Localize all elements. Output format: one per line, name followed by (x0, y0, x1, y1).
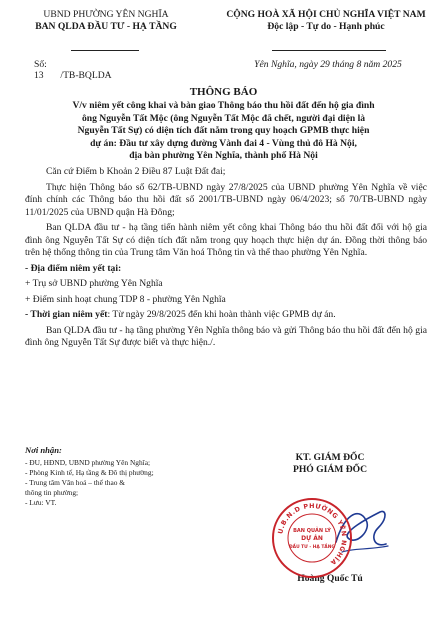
recipient-item: - ĐU, HĐND, UBND phường Yên Nghĩa; (25, 458, 151, 467)
location-label: - Địa điểm niêm yết tại: (25, 262, 122, 274)
posting-paragraph: Ban QLDA đầu tư - hạ tầng tiến hành niêm yết công khai Thông báo thu hồi đất đối với hộ gia đình ông Nguyễn Tất Sự có diện tích đất nằm trong quy hoạch thực hiện dự án. Đồng thời thông báo trên hệ thống thông tin của Trung tâm Văn hoá Thông tin và thể thao phường Yên Nghĩa. (25, 222, 427, 258)
subject-line: Nguyễn Tất Sự) có diện tích đất nằm trong quy hoạch GPMB thực hiện (77, 125, 370, 136)
official-seal (271, 497, 353, 579)
recipients-block (25, 446, 195, 508)
subject-line: ông Nguyễn Tất Mộc (ông Nguyễn Tất Mộc đã chết, người đại diện là (81, 112, 366, 124)
seal-center-line: DỰ ÁN (301, 535, 323, 542)
issuer-block (6, 9, 206, 33)
issuer-divider (71, 50, 139, 51)
signer-authority: KT. GIÁM ĐỐC (295, 452, 365, 463)
national-motto: Độc lập - Tự do - Hạnh phúc (267, 21, 385, 32)
recipient-item: - Trung tâm Văn hoá – thể thao & (25, 478, 126, 487)
posting-time (25, 309, 427, 322)
location-item: + Trụ sở UBND phường Yên Nghĩa (25, 278, 163, 289)
location-item: + Điểm sinh hoạt chung TDP 8 - phường Yên Nghĩa (25, 293, 226, 305)
document-number-prefix: Số: 13 (34, 59, 47, 81)
issue-date: Yên Nghĩa, ngày 29 tháng 8 năm 2025 (254, 59, 402, 70)
document-subject (18, 100, 429, 163)
seal-ring-text: U.B.N.D PHƯỜNG YÊN NGHĨA (276, 501, 349, 567)
issuer-name: BAN QLDA ĐẦU TƯ - HẠ TẦNG (35, 21, 177, 32)
document-number (34, 59, 154, 81)
document-number-suffix: /TB-BQLDA (60, 70, 112, 81)
recipient-item: thông tin phường; (25, 488, 79, 497)
closing-paragraph: Ban QLDA đầu tư - hạ tầng phường Yên Nghĩa thông báo và gửi Thông báo thu hồi đất đến hộ gia đình ông Nguyễn Tất Sự được biết và thực hiện./. (25, 324, 427, 348)
time-value: : Từ ngày 29/8/2025 đến khi hoàn thành việc GPMB dự án. (107, 309, 336, 320)
implementation-paragraph: Thực hiện Thông báo số 62/TB-UBND ngày 27/8/2025 của UBND phường Yên Nghĩa về việc đính chính các Thông báo thu hồi đất số 2001/TB-UBND ngày 06/4/2023; số 70/TB-UBND ngày 11/01/2025 của UBND quận Hà Đông; (25, 181, 427, 218)
seal-center-line: ĐẦU TƯ - HẠ TẦNG (289, 545, 335, 550)
recipients-title: Nơi nhận: (25, 445, 62, 455)
recipient-item: - Phòng Kinh tế, Hạ tầng & Đô thị phường; (25, 468, 154, 477)
recipient-item: - Lưu: VT. (25, 498, 57, 507)
subject-line: V/v niêm yết công khai và bàn giao Thông báo thu hồi đất đến hộ gia đình (72, 100, 375, 111)
time-label: - Thời gian niêm yết (25, 309, 108, 320)
national-title: CỘNG HOÀ XÃ HỘI CHỦ NGHĨA VIỆT NAM (226, 9, 426, 20)
signer-name: Hoàng Quốc Tú (297, 573, 363, 584)
document-title: THÔNG BÁO (189, 86, 258, 98)
seal-center-line: BAN QUẢN LÝ (293, 528, 331, 534)
issuer-parent: UBND PHƯỜNG YÊN NGHĨA (43, 9, 169, 20)
national-header (206, 9, 446, 33)
legal-basis: Căn cứ Điểm b Khoản 2 Điều 87 Luật Đất đai; (46, 166, 226, 177)
motto-divider (272, 50, 386, 51)
signer-position: PHÓ GIÁM ĐỐC (292, 463, 368, 475)
subject-line: địa bàn phường Yên Nghĩa, thành phố Hà Nội (129, 150, 318, 161)
subject-line: dự án: Đầu tư xây dựng đường Vành đai 4 - Vùng thủ đô Hà Nội, (90, 137, 357, 149)
document-body (25, 166, 427, 353)
